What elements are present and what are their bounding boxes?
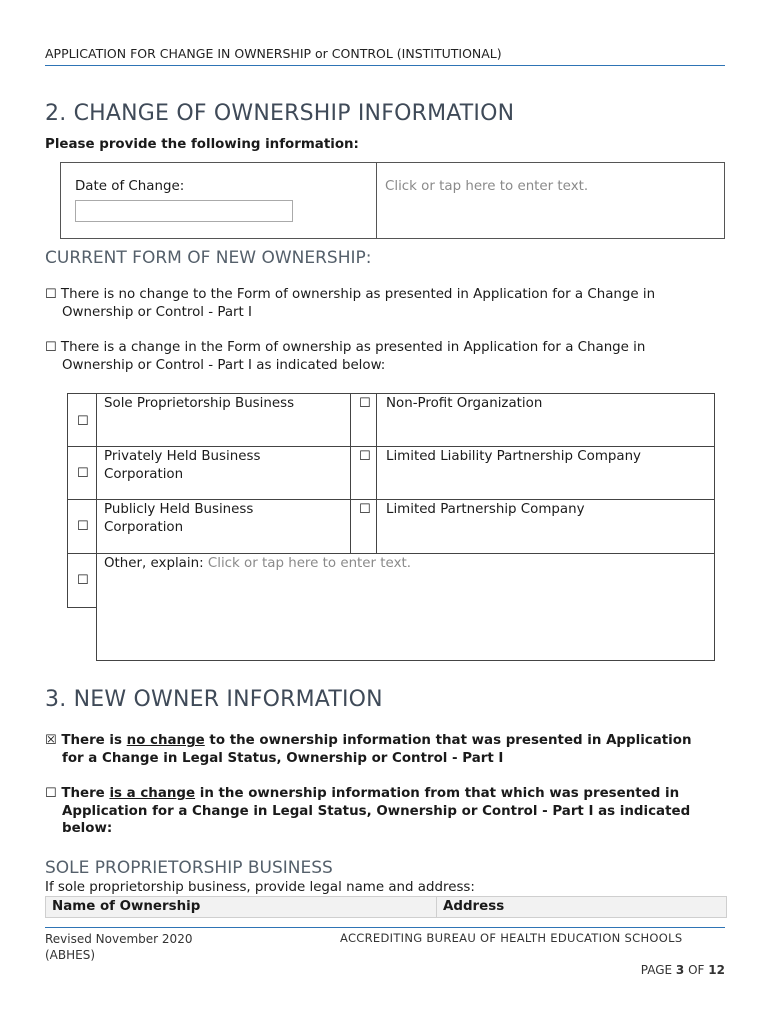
page-total: 12: [708, 963, 725, 977]
no-ownership-change-option[interactable]: [45, 732, 691, 767]
ownership-change-option[interactable]: [45, 785, 690, 838]
other-explain-placeholder[interactable]: Click or tap here to enter text.: [207, 556, 411, 571]
option-text-underline: no change: [126, 733, 205, 748]
footer-org-name: ACCREDITING BUREAU OF HEALTH EDUCATION SCHOOLS: [340, 931, 683, 945]
option-text-a: There: [61, 786, 110, 801]
option-text-b: to the ownership information that was presented in Application: [204, 733, 692, 748]
section-2-title: 2. CHANGE OF OWNERSHIP INFORMATION: [45, 101, 515, 126]
document-header: APPLICATION FOR CHANGE IN OWNERSHIP or CONTROL (INSTITUTIONAL): [45, 46, 502, 61]
option-text-cont: Ownership or Control - Part I: [62, 304, 253, 320]
privately-held-label-cont: Corporation: [104, 466, 184, 482]
revised-date: Revised November 2020: [45, 932, 193, 946]
checkbox-unchecked-icon[interactable]: ☐: [45, 340, 57, 355]
checkbox-unchecked-icon[interactable]: ☐: [359, 449, 371, 464]
date-placeholder[interactable]: Click or tap here to enter text.: [385, 179, 589, 194]
privately-held-label: Privately Held Business: [104, 449, 261, 464]
checkbox-unchecked-icon[interactable]: ☐: [77, 519, 89, 534]
option-text-a: There is: [61, 733, 127, 748]
sole-proprietorship-label: Sole Proprietorship Business: [104, 396, 295, 411]
privately-held-cell: [96, 446, 351, 500]
grid-checkbox-cell[interactable]: [350, 393, 377, 447]
page-current: 3: [675, 963, 685, 977]
grid-checkbox-cell[interactable]: [350, 446, 377, 500]
checkbox-checked-icon[interactable]: ☒: [45, 733, 57, 748]
date-label: Date of Change:: [75, 179, 185, 194]
checkbox-unchecked-icon[interactable]: ☐: [77, 466, 89, 481]
non-profit-label: Non-Profit Organization: [386, 396, 543, 411]
option-text: There is a change in the Form of ownership as presented in Application for a Change in: [60, 340, 646, 355]
section-2-instruction: Please provide the following information:: [45, 137, 359, 152]
grid-checkbox-cell[interactable]: [67, 447, 97, 500]
other-explain-cell[interactable]: [96, 553, 715, 661]
date-label-cell: [61, 163, 377, 239]
checkbox-unchecked-icon[interactable]: ☐: [45, 287, 57, 302]
checkbox-unchecked-icon[interactable]: ☐: [77, 414, 89, 429]
header-rule: [45, 65, 725, 66]
llp-label: Limited Liability Partnership Company: [386, 449, 641, 464]
page-number: [641, 963, 725, 977]
section-3-title: 3. NEW OWNER INFORMATION: [45, 687, 383, 712]
checkbox-unchecked-icon[interactable]: ☐: [77, 573, 89, 588]
date-input-box[interactable]: [75, 200, 293, 222]
publicly-held-label: Publicly Held Business: [104, 502, 254, 517]
option-text-underline: is a change: [109, 786, 196, 801]
ownership-address-table-header: [45, 896, 727, 918]
sole-proprietorship-title: SOLE PROPRIETORSHIP BUSINESS: [45, 858, 333, 878]
grid-checkbox-cell[interactable]: [350, 499, 377, 554]
llp-cell: [376, 446, 715, 500]
date-value-cell[interactable]: [377, 163, 725, 239]
checkbox-unchecked-icon[interactable]: ☐: [359, 396, 371, 411]
option-text-cont: Application for a Change in Legal Status, Ownership or Control - Part I as indicated: [62, 803, 691, 819]
col-name-of-ownership: Name of Ownership: [52, 899, 201, 914]
ownership-form-grid: [67, 393, 715, 661]
publicly-held-cell: [96, 499, 351, 554]
option-text-cont: for a Change in Legal Status, Ownership or Control - Part I: [62, 750, 504, 766]
of-word: OF: [688, 963, 705, 977]
option-text-cont: Ownership or Control - Part I as indicated below:: [62, 357, 386, 373]
checkbox-unchecked-icon[interactable]: ☐: [359, 502, 371, 517]
column-divider: [436, 897, 437, 917]
no-form-change-option[interactable]: [45, 286, 655, 321]
option-text: There is no change to the Form of ownership as presented in Application for a Change in: [60, 287, 656, 302]
current-form-title: CURRENT FORM OF NEW OWNERSHIP:: [45, 248, 372, 268]
footer-left: [45, 931, 192, 963]
option-text-b: in the ownership information from that which was presented in: [195, 786, 680, 801]
publicly-held-label-cont: Corporation: [104, 519, 184, 535]
non-profit-cell: [376, 393, 715, 447]
sole-proprietorship-cell: [96, 393, 351, 447]
date-of-change-table: [60, 162, 725, 239]
page-word: PAGE: [640, 963, 673, 977]
sole-proprietorship-instruction: If sole proprietorship business, provide legal name and address:: [45, 880, 475, 895]
option-text-cont2: below:: [62, 821, 113, 836]
grid-checkbox-cell[interactable]: [67, 393, 97, 447]
footer-rule: [45, 927, 725, 928]
col-address: Address: [443, 899, 505, 914]
form-change-option[interactable]: [45, 339, 645, 374]
checkbox-unchecked-icon[interactable]: ☐: [45, 786, 57, 801]
other-explain-label: Other, explain:: [104, 556, 204, 571]
grid-checkbox-cell[interactable]: [67, 500, 97, 554]
lp-label: Limited Partnership Company: [386, 502, 585, 517]
lp-cell: [376, 499, 715, 554]
grid-checkbox-cell[interactable]: [67, 554, 97, 608]
org-abbrev: (ABHES): [45, 948, 96, 962]
